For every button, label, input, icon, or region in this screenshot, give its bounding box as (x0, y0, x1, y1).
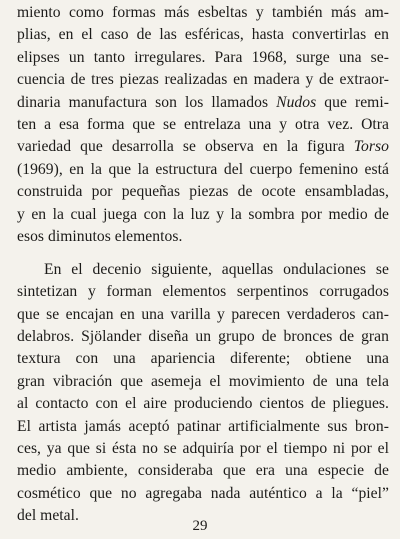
text-segment: del metal. (17, 507, 79, 525)
text-line (17, 304, 389, 326)
text-segment: plias, en el caso de las esféricas, hasta convertirlas en (17, 26, 389, 44)
text-segment: que se encajan en una varilla y parecen verdaderos can- (17, 305, 389, 323)
text-line (17, 24, 389, 46)
text-line (17, 483, 389, 505)
text-segment: delabros. Sjölander diseña un grupo de bronces de gran (17, 328, 389, 346)
text-segment: cosmético que no agregaba nada auténtico a la “piel” (17, 484, 389, 502)
text-line (17, 348, 389, 370)
text-line (17, 136, 389, 158)
paragraphs-container (17, 2, 389, 528)
text-segment: En el decenio siguiente, aquellas ondulaciones se (44, 260, 389, 278)
text-segment: construida por pequeñas piezas de ocote ensambladas, (17, 183, 389, 201)
text-segment: gran vibración que asemeja el movimiento de una tela (17, 372, 389, 390)
text-segment: dinaria manufactura son los llamados (17, 93, 277, 111)
paragraph-gap (17, 248, 389, 259)
text-segment: miento como formas más esbeltas y también más am- (17, 4, 389, 21)
text-segment: El artista jamás aceptó patinar artificialmente sus bron- (17, 417, 389, 435)
text-segment: ten a esa forma que se entrelaza una y otra vez. Otra (17, 115, 389, 133)
text-segment: y en la cual juega con la luz y la sombra por medio de (17, 205, 389, 223)
text-segment: elipses un tanto irregulares. Para 1968, surge una se- (17, 48, 389, 66)
italic-title: Torso (353, 138, 389, 156)
text-line (17, 460, 389, 482)
text-line (17, 159, 389, 181)
text-segment: variedad que desarrolla se observa en la figura (17, 138, 354, 156)
paragraph (17, 2, 389, 248)
text-segment: (1969), en la que la estructura del cuerpo femenino está (17, 160, 389, 178)
text-segment: medio ambiente, consideraba que era una especie de (17, 462, 389, 480)
text-line (17, 259, 389, 281)
text-line (17, 226, 389, 248)
text-segment: textura con una apariencia diferente; obtiene una (17, 350, 389, 368)
text-segment: cuencia de tres piezas realizadas en madera y de extraor- (17, 71, 389, 89)
page-body (17, 2, 389, 528)
text-segment: esos diminutos elementos. (17, 227, 183, 245)
text-line (17, 92, 389, 114)
text-segment: al contacto con el aire produciendo cientos de pliegues. (17, 395, 389, 413)
text-segment: sintetizan y forman elementos serpentinos corrugados (17, 283, 389, 301)
text-line (17, 326, 389, 348)
paragraph (17, 259, 389, 528)
italic-title: Nudos (276, 93, 317, 111)
text-line (17, 371, 389, 393)
text-line (17, 393, 389, 415)
page-number: 29 (192, 518, 208, 534)
text-segment: que remi- (316, 93, 389, 111)
text-line (17, 2, 389, 24)
text-line (17, 181, 389, 203)
text-line (17, 47, 389, 69)
text-segment: ces, ya que si ésta no se adquiría por el tiempo ni por el (17, 440, 389, 458)
text-line (17, 204, 389, 226)
text-line (17, 438, 389, 460)
text-line (17, 114, 389, 136)
text-line (17, 416, 389, 438)
text-line (17, 69, 389, 91)
text-line (17, 281, 389, 303)
